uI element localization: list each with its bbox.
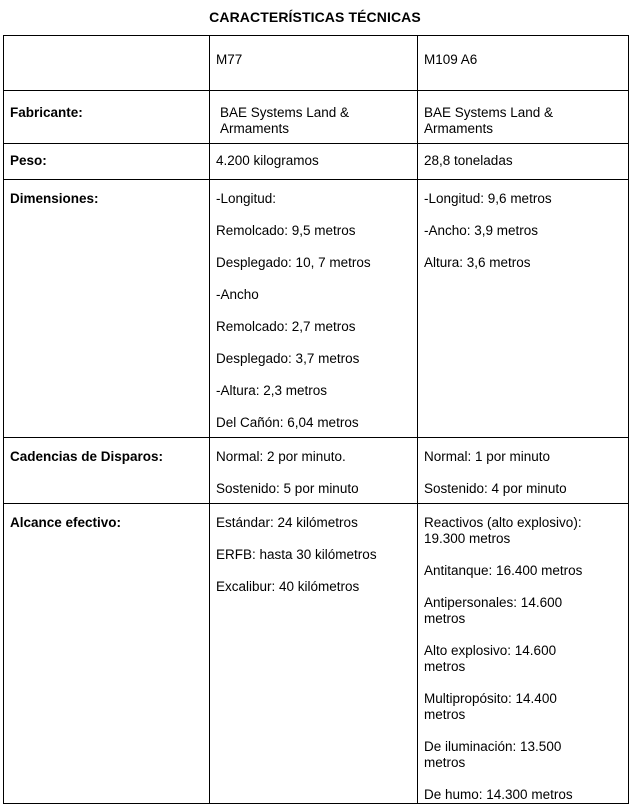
table-header-row [4, 36, 629, 91]
cell-text: Reactivos (alto explosivo): 19.300 metros [424, 515, 582, 546]
cell-text: Alto explosivo: 14.600 metros [424, 643, 557, 674]
cell-text: Desplegado: 10, 7 metros [216, 255, 371, 270]
cell-text: BAE Systems Land & Armaments [220, 105, 350, 136]
cell-text: Sostenido: 4 por minuto [424, 481, 567, 496]
cell-m77 [210, 438, 418, 504]
row-label: Cadencias de Disparos: [4, 438, 210, 504]
header-cell-m77: M77 [210, 36, 418, 91]
cell-text: Desplegado: 3,7 metros [216, 351, 360, 366]
row-label: Dimensiones: [4, 180, 210, 438]
header-cell-m109: M109 A6 [418, 36, 629, 91]
cell-m109 [418, 438, 629, 504]
cell-m77 [210, 144, 418, 180]
table-row [4, 144, 629, 180]
cell-text: -Longitud: 9,6 metros [424, 191, 552, 206]
cell-text: Antipersonales: 14.600 metros [424, 595, 563, 626]
cell-text: BAE Systems Land & Armaments [424, 105, 554, 136]
specs-table [3, 35, 629, 804]
cell-m109 [418, 144, 629, 180]
table-row [4, 504, 629, 804]
cell-text: Estándar: 24 kilómetros [216, 515, 358, 530]
table-row [4, 180, 629, 438]
cell-text: De iluminación: 13.500 metros [424, 739, 562, 770]
cell-m109 [418, 91, 629, 144]
cell-text: Remolcado: 9,5 metros [216, 223, 356, 238]
cell-m109 [418, 180, 629, 438]
cell-text: Excalibur: 40 kilómetros [216, 579, 360, 594]
cell-text: Remolcado: 2,7 metros [216, 319, 356, 334]
cell-text: Normal: 2 por minuto. [216, 449, 346, 464]
table-row [4, 438, 629, 504]
cell-text: -Ancho [216, 287, 259, 302]
cell-text: Sostenido: 5 por minuto [216, 481, 359, 496]
cell-text: Antitanque: 16.400 metros [424, 563, 583, 578]
row-label: Alcance efectivo: [4, 504, 210, 804]
row-label: Fabricante: [4, 91, 210, 144]
cell-m77 [210, 180, 418, 438]
table-row [4, 91, 629, 144]
cell-m77 [210, 91, 418, 144]
page-title: CARACTERÍSTICAS TÉCNICAS [209, 9, 421, 25]
cell-m109 [418, 504, 629, 804]
header-cell-empty [4, 36, 210, 91]
cell-text: Del Cañón: 6,04 metros [216, 415, 359, 430]
cell-text: ERFB: hasta 30 kilómetros [216, 547, 377, 562]
cell-text: -Longitud: [216, 191, 277, 206]
cell-text: Normal: 1 por minuto [424, 449, 551, 464]
cell-text: Multipropósito: 14.400 metros [424, 691, 557, 722]
cell-text: 4.200 kilogramos [216, 153, 319, 168]
cell-text: -Ancho: 3,9 metros [424, 223, 539, 238]
row-label: Peso: [4, 144, 210, 180]
cell-m77 [210, 504, 418, 804]
cell-text: 28,8 toneladas [424, 153, 513, 168]
cell-text: Altura: 3,6 metros [424, 255, 531, 270]
cell-text: De humo: 14.300 metros [424, 787, 573, 802]
cell-text: -Altura: 2,3 metros [216, 383, 328, 398]
